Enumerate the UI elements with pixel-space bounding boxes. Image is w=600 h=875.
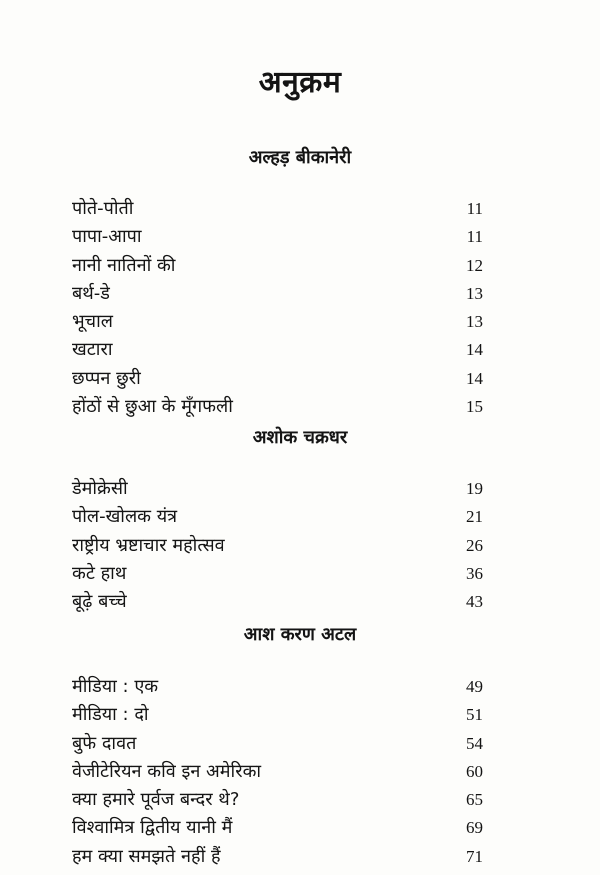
entry-page-number: 69	[466, 818, 483, 838]
toc-entry[interactable]	[0, 503, 600, 531]
toc-entry[interactable]	[0, 532, 600, 560]
toc-entry[interactable]	[0, 673, 600, 701]
entry-title: कटे हाथ	[72, 562, 127, 584]
toc-entry[interactable]	[0, 786, 600, 814]
entry-title: बूढ़े बच्चे	[72, 591, 127, 613]
entry-page-number: 13	[466, 283, 483, 303]
section-ashok-chakradhar	[0, 423, 600, 616]
toc-entry[interactable]	[0, 814, 600, 842]
entry-title: बर्थ-डे	[72, 282, 110, 304]
entry-title: पापा-आपा	[72, 226, 142, 248]
entry-title: होंठों से छुआ के मूँगफली	[72, 396, 233, 418]
toc-entry[interactable]	[0, 308, 600, 336]
entry-page-number: 11	[466, 227, 483, 247]
toc-entry[interactable]	[0, 701, 600, 729]
toc-entry[interactable]	[0, 336, 600, 364]
entry-page-number: 49	[466, 677, 483, 696]
entry-page-number: 36	[466, 563, 483, 583]
entry-page-number: 65	[466, 790, 483, 810]
entry-list	[0, 475, 600, 616]
entry-page-number: 21	[466, 507, 483, 527]
entry-page-number: 54	[466, 733, 483, 753]
toc-entry[interactable]	[0, 560, 600, 588]
entry-page-number: 12	[466, 255, 483, 275]
entry-title: पोल-खोलक यंत्र	[72, 506, 178, 528]
toc-entry[interactable]	[0, 252, 600, 280]
entry-title: हम क्या समझते नहीं हैं	[72, 845, 221, 867]
toc-entry[interactable]	[0, 280, 600, 308]
entry-title: मीडिया : दो	[72, 704, 149, 726]
entry-page-number: 15	[466, 397, 483, 417]
toc-entry[interactable]	[0, 843, 600, 871]
entry-page-number: 26	[466, 535, 483, 555]
entry-title: क्या हमारे पूर्वज बन्दर थे?	[72, 789, 240, 811]
entry-list	[0, 195, 600, 421]
section-aash-karan-atal	[0, 620, 600, 871]
entry-title: डेमोक्रेसी	[72, 478, 128, 499]
section-heading: अल्हड़ बीकानेरी	[248, 147, 352, 168]
entry-title: नानी नातिनों की	[72, 254, 176, 276]
entry-title: वेजीटेरियन कवि इन अमेरिका	[72, 760, 262, 782]
section-heading: अशोक चक्रधर	[252, 427, 348, 448]
entry-title: राष्ट्रीय भ्रष्टाचार महोत्सव	[72, 534, 225, 556]
entry-page-number: 13	[466, 312, 483, 332]
entry-title: भूचाल	[72, 311, 113, 333]
entry-title: बुफे दावत	[72, 732, 137, 754]
entry-page-number: 43	[466, 592, 483, 612]
entry-title: विश्वामित्र द्वितीय यानी मैं	[72, 817, 233, 839]
entry-page-number: 19	[466, 479, 483, 498]
entry-page-number: 51	[466, 705, 483, 725]
entry-page-number: 14	[466, 340, 483, 360]
entry-title: पोते-पोती	[72, 198, 134, 219]
toc-entry[interactable]	[0, 195, 600, 223]
toc-entry[interactable]	[0, 758, 600, 786]
entry-list	[0, 673, 600, 871]
entry-page-number: 11	[466, 199, 483, 218]
toc-entry[interactable]	[0, 475, 600, 503]
page-title: अनुक्रम	[258, 65, 342, 100]
entry-title: छप्पन छुरी	[72, 367, 141, 389]
toc-entry[interactable]	[0, 730, 600, 758]
toc-entry[interactable]	[0, 588, 600, 616]
entry-title: खटारा	[72, 339, 113, 361]
toc-entry[interactable]	[0, 223, 600, 251]
toc-entry[interactable]	[0, 393, 600, 421]
section-alhad-bikaneri	[0, 143, 600, 421]
entry-page-number: 60	[466, 761, 483, 781]
entry-title: मीडिया : एक	[72, 676, 159, 697]
toc-entry[interactable]	[0, 365, 600, 393]
entry-page-number: 71	[466, 846, 483, 866]
entry-page-number: 14	[466, 368, 483, 388]
section-heading: आश करण अटल	[243, 624, 357, 645]
